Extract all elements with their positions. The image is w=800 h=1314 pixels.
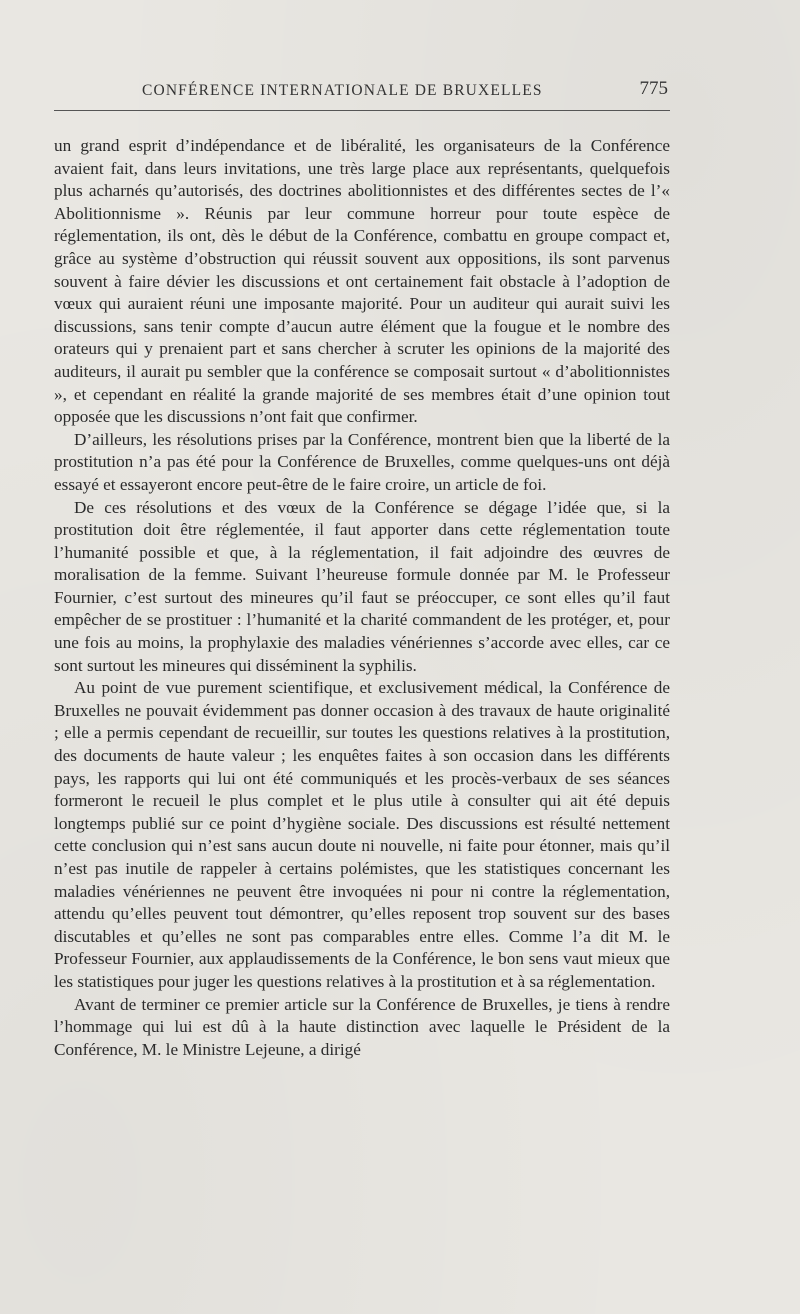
paragraph: un grand esprit d’indépendance et de libéralité, les organisateurs de la Conférence avaient fait, dans leurs invitations, une très large place aux représentants, quelquefois plus acharnés qu’autorisés, des doctrines abolitionnistes et des différentes sectes de l’« Abolitionnisme ». Réunis par leur commune horreur pour toute espèce de réglementation, ils ont, dès le début de la Conférence, combattu en groupe compact et, grâce au système d’obstruction qui réussit souvent aux oppositions, ils sont parvenus souvent à faire dévier les discussions et ont certainement fait obstacle à l’adoption de vœux qui auraient réuni une imposante majorité. Pour un auditeur qui aurait suivi les discussions, sans tenir compte d’aucun autre élément que la fougue et le nombre des orateurs qui y prenaient part et sans chercher à scruter les opinions de la majorité des auditeurs, il aurait pu sembler que la conférence se composait surtout « d’abolitionnistes », et cependant en réalité la grande majorité de ses membres était d’une opinion tout opposée que les discussions n’ont fait que confirmer. bbox=[54, 136, 670, 427]
running-header bbox=[54, 70, 670, 111]
document-page bbox=[54, 70, 670, 1061]
paragraph: Avant de terminer ce premier article sur la Conférence de Bruxelles, je tiens à rendre l’hommage qui lui est dû à la haute distinction avec laquelle le Président de la Conférence, M. le Ministre Lejeune, a dirigé bbox=[54, 994, 670, 1059]
paragraph: D’ailleurs, les résolutions prises par la Conférence, montrent bien que la liberté de la prostitution n’a pas été pour la Conférence de Bruxelles, comme quelques-uns ont déjà essayé et essayeront encore peut-être de le faire croire, un article de foi. bbox=[54, 429, 670, 494]
running-title: CONFÉRENCE INTERNATIONALE DE BRUXELLES bbox=[142, 82, 543, 99]
paragraph: Au point de vue purement scientifique, et exclusivement médical, la Conférence de Bruxelles ne pouvait évidemment pas donner occasion à des travaux de haute originalité ; elle a permis cependant de recueillir, sur toutes les questions relatives à la prostitution, des documents de haute valeur ; les enquêtes faites à son occasion dans les différents pays, les rapports qui lui ont été communiqués et les procès-verbaux de ses séances formeront le recueil le plus complet et le plus utile à consulter qui ait été depuis longtemps publié sur ce point d’hygiène sociale. Des discussions est résulté nettement cette conclusion qui n’est sans aucun doute ni nouvelle, ni faite pour étonner, mais qu’il n’est pas inutile de rappeler à certains polémistes, que les statistiques concernant les maladies vénériennes ne peuvent être invoquées ni pour ni contre la réglementation, attendu qu’elles peuvent tout démontrer, qu’elles reposent trop souvent sur des bases discutables et qu’elles ne sont pas comparables entre elles. Comme l’a dit M. le Professeur Fournier, aux applaudissements de la Conférence, le bon sens vaut mieux que les statistiques pour juger les questions relatives à la prostitution et à sa réglementation. bbox=[54, 678, 670, 991]
paragraph: De ces résolutions et des vœux de la Conférence se dégage l’idée que, si la prostitution doit être réglementée, il faut apporter dans cette réglementation toute l’humanité possible et que, à la réglementation, il fait adjoindre des œuvres de moralisation de la femme. Suivant l’heureuse formule donnée par M. le Professeur Fournier, c’est surtout des mineures qu’il faut se préoccuper, ce sont elles qu’il faut empêcher de se prostituer : l’humanité et la charité commandent de les protéger, et, pour une fois au moins, la prophylaxie des maladies vénériennes s’accorde avec elles, car ce sont surtout les mineures qui disséminent la syphilis. bbox=[54, 497, 670, 675]
page-number: 775 bbox=[639, 78, 668, 99]
body-text bbox=[54, 135, 670, 1061]
